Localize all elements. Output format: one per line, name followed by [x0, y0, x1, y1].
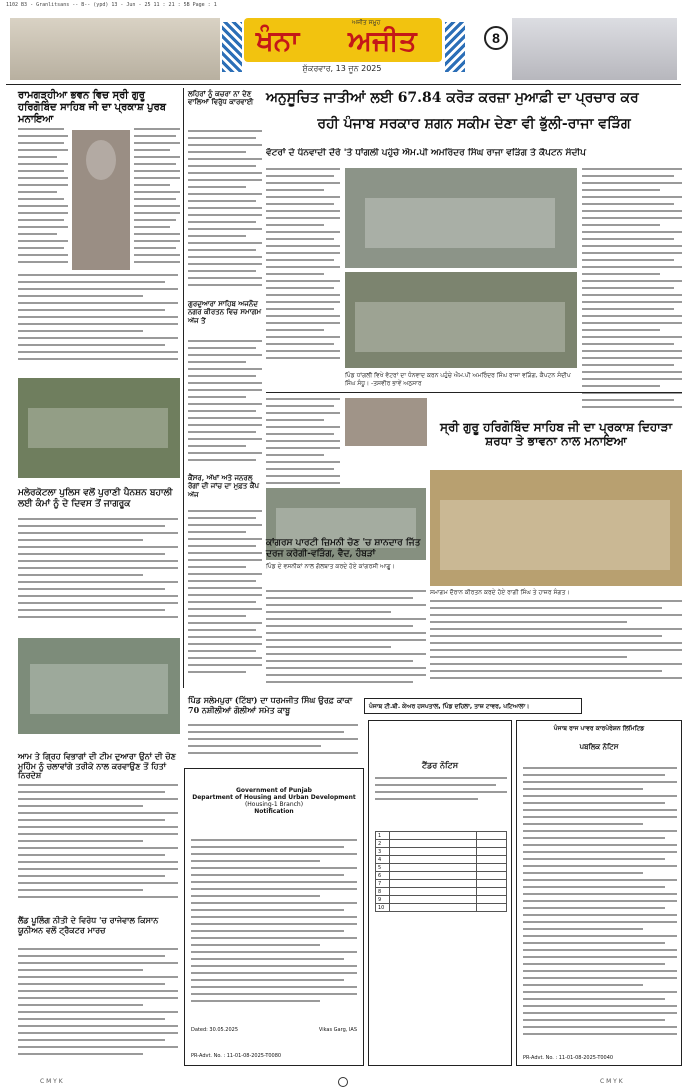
tb-care-ad: [364, 698, 582, 714]
left-story1-photo: [72, 130, 130, 270]
cmyk-left: C M Y K: [40, 1078, 63, 1085]
pspcl-notice-pr-no: PR-Advt. No. : 11-01-08-2025-T0040: [523, 1055, 614, 1061]
col2-story2-body: [188, 340, 262, 470]
cmyk-right: C M Y K: [600, 1078, 623, 1085]
tender-notice-intro: [375, 777, 507, 807]
left-story3-body: [18, 518, 178, 630]
page-footer: [0, 1076, 687, 1089]
col2-story2-headline: ਗੁਰਦੁਆਰਾ ਸਾਹਿਬ ਅਜਨੌਦ ਨਗਰ ਕੀਰਤਨ ਵਿਚ ਸਮਾਗਮ ਅੱਜ ਤੋਂ: [188, 299, 262, 325]
prakash-photo-caption: ਸਮਾਗਮ ਦੌਰਾਨ ਕੀਰਤਨ ਕਰਦੇ ਹੋਏ ਰਾਗੀ ਸਿੰਘ ਤੇ ਹਾਜ਼ਰ ਸੰਗਤ।: [430, 589, 570, 596]
tender-row-number: 1: [376, 832, 390, 840]
col2-story3-body: [188, 510, 262, 680]
tender-row-amount: [477, 904, 507, 912]
lead-headline-1: ਅਨੁਸੂਚਿਤ ਜਾਤੀਆਂ ਲਈ 67.84 ਕਰੋੜ ਕਰਜ਼ਾ ਮੁਆਫ਼ੀ ਦਾ ਪ੍ਰਚਾਰ ਕਰ: [266, 90, 639, 106]
tender-table: [375, 831, 507, 912]
tender-row-description: [390, 864, 477, 872]
page-number: 8: [484, 26, 508, 50]
tender-notice-title: ਟੈਂਡਰ ਨੋਟਿਸ: [421, 761, 459, 770]
tender-row-description: [390, 856, 477, 864]
lead-photo-caption: ਪਿੰਡ ਧਾਂਗਲੀ ਵਿਖੇ ਵੋਟਰਾਂ ਦਾ ਧੰਨਵਾਦ ਕਰਨ ਪਹੁੰਚੇ ਐਮ.ਪੀ ਅਮਰਿੰਦਰ ਸਿੰਘ ਰਾਜਾ ਵੜਿੰਗ, ਕੈਪਟਨ ਸੰਦੀਪ ਸਿੰਘ ਸੰਧੂ। -ਤਸਵੀਰ ਭਾਵੇਂ ਅਨੁਸਾਰ: [345, 372, 571, 387]
govt-notice-branch: (Housing-1 Branch): [244, 801, 304, 808]
tender-table-row: [376, 864, 507, 872]
tender-row-amount: [477, 872, 507, 880]
left-story1-body-2: [134, 128, 180, 268]
prakash-small-photo: [345, 398, 427, 446]
registration-mark-icon: [338, 1077, 348, 1087]
tender-row-description: [390, 848, 477, 856]
govt-notice-dept: Department of Housing and Urban Development: [192, 794, 356, 801]
tender-row-number: 5: [376, 864, 390, 872]
lead-subhead: ਵੱਟਰਾਂ ਦੇ ਧੰਨਵਾਦੀ ਦੌਰੇ 'ਤੇ ਧਾਂਗਲੀ ਪਹੁੰਚੇ ਐਮ.ਪੀ ਅਮਰਿੰਦਰ ਸਿੰਘ ਰਾਜਾ ਵੜਿੰਗ ਤੇ ਕੈਪਟਨ ਸੰਦੀਪ: [266, 148, 586, 158]
govt-notice-signatory: Vikas Garg, IAS: [318, 1027, 357, 1033]
tender-row-number: 9: [376, 896, 390, 904]
col2-story3-headline: ਕੈਂਸਰ, ਅੱਖਾਂ ਅਤੇ ਜਨਰਲ ਰੋਗਾਂ ਦੀ ਜਾਂਚ ਦਾ ਮੁਫ਼ਤ ਕੈਂਪ ਅੱਜ: [188, 473, 259, 499]
lead-headline-2: ਰਹੀ ਪੰਜਾਬ ਸਰਕਾਰ ਸ਼ਗਨ ਸਕੀਮ ਦੇਣਾ ਵੀ ਭੁੱਲੀ-ਰਾਜਾ ਵੜਿੰਗ: [317, 116, 631, 132]
govt-notice-body: [191, 839, 357, 1019]
govt-notice-title: Government of Punjab: [236, 787, 312, 794]
section-rule-prakash: [266, 392, 682, 393]
col2-story1-headline: ਲਹਿਰਾਂ ਨੂੰ ਕਚਰਾ ਨਾ ਦੇਣ ਵਾਲਿਆਂ ਵਿਰੁੱਧ ਕਾਰਵਾਈ: [188, 89, 254, 107]
tender-row-number: 7: [376, 880, 390, 888]
congress-photo-caption: ਪਿੰਡ ਦੇ ਵਸਨੀਕਾਂ ਨਾਲ ਗੱਲਬਾਤ ਕਰਦੇ ਹੋਏ ਕਾਂਗਰਸੀ ਆਗੂ।: [266, 563, 395, 570]
tender-row-number: 8: [376, 888, 390, 896]
tender-row-description: [390, 896, 477, 904]
congress-body: [266, 590, 426, 690]
tender-table-row: [376, 904, 507, 912]
tender-row-amount: [477, 848, 507, 856]
lead-body-col3: [582, 168, 682, 418]
left-story5-headline: ਲੈਂਡ ਪੂਲਿੰਗ ਨੀਤੀ ਦੇ ਵਿਰੋਧ 'ਚ ਰਾਜੇਵਾਲ ਕਿਸਾਨ ਯੂਨੀਅਨ ਵਲੋਂ ਟ੍ਰੈਕਟਰ ਮਾਰਚ: [18, 915, 159, 935]
print-slug: 1102 B3 - Granlitsans -- B-- (ypd) 13 - Jun - 25 11 : 21 : 5B Page : 1: [6, 2, 217, 8]
column-rule-1: [183, 88, 184, 688]
tender-table-row: [376, 856, 507, 864]
tender-row-description: [390, 840, 477, 848]
left-story4-body: [18, 784, 178, 910]
left-story3-headline: ਮਲੇਰਕੋਟਲਾ ਪੁਲਿਸ ਵਲੋਂ ਪੁਰਾਣੀ ਪੈਨਸ਼ਨ ਬਹਾਲੀ ਲਈ ਕੰਮਾਂ ਨੂੰ ਦੇ ਦਿਵਸ ਤੋਂ ਜਾਗਰੂਕ: [18, 488, 173, 509]
masthead-banner: [244, 18, 442, 62]
tender-table-row: [376, 880, 507, 888]
lead-body-col1: [266, 168, 340, 368]
govt-notice-label: Notification: [254, 808, 294, 815]
tender-row-number: 3: [376, 848, 390, 856]
left-story5-body: [18, 948, 178, 1068]
pspcl-notice-title: ਪੰਜਾਬ ਰਾਜ ਪਾਵਰ ਕਾਰਪੋਰੇਸ਼ਨ ਲਿਮਿਟਿਡ: [553, 725, 645, 732]
left-story4-photo: [18, 638, 180, 734]
masthead-rule: [6, 84, 681, 85]
masthead-date: ਸ਼ੁੱਕਰਵਾਰ, 13 ਜੂਨ 2025: [302, 64, 382, 73]
pspcl-notice-subtitle: ਪਬਲਿਕ ਨੋਟਿਸ: [579, 743, 619, 751]
tender-row-amount: [477, 896, 507, 904]
tb-care-ad-text: ਪੰਜਾਬ ਟੀ.ਬੀ. ਕੇਅਰ ਹਸਪਤਾਲ, ਪਿੰਡ ਦਹਿਲਾ, ਤਾਜ਼ ਟਾਵਰ, ਪਟਿਆਲਾ।: [369, 703, 530, 710]
lead-photo-1: [345, 168, 577, 268]
left-story2-photo: [18, 378, 180, 478]
tender-notice: [368, 720, 512, 1066]
tender-row-amount: [477, 888, 507, 896]
tender-table-row: [376, 888, 507, 896]
tender-table-row: [376, 832, 507, 840]
prakash-photo: [430, 470, 682, 586]
tender-row-amount: [477, 864, 507, 872]
masthead: [0, 12, 687, 80]
masthead-photo-left: [10, 18, 220, 80]
masthead-pattern-right: [445, 22, 465, 72]
tender-row-number: 6: [376, 872, 390, 880]
tender-table-row: [376, 840, 507, 848]
arrest-headline: ਪਿੰਡ ਸਲੇਮਪੁਰਾ (ਟਿੱਬਾ) ਦਾ ਧਰਮਜੀਤ ਸਿੰਘ ਉਰਫ਼ ਕਾਕਾ 70 ਨਸ਼ੀਲੀਆਂ ਗੋਲੀਆਂ ਸਮੇਤ ਕਾਬੂ: [188, 695, 353, 715]
lead-photo-2: [345, 272, 577, 368]
tender-row-description: [390, 880, 477, 888]
tender-row-description: [390, 872, 477, 880]
tender-row-number: 4: [376, 856, 390, 864]
tender-table-row: [376, 848, 507, 856]
prakash-body: [430, 600, 682, 690]
tender-row-amount: [477, 856, 507, 864]
masthead-photo-right: [512, 18, 677, 80]
left-story4-headline: ਆਮ ਤੇ ਗ੍ਰਿਹ ਵਿਭਾਗਾਂ ਦੀ ਟੀਮ ਦੁਆਰਾ ਉਨਾਂ ਦੀ ਚੋਣ ਮੁਹਿੰਮ ਨੂੰ ਚਲਾਵਾਂਗੇ ਤਰੀਕੇ ਨਾਲ ਕਰਵਾਉਣ ਤੋਂ ਹਿਤਾਂ ਨਿਰਦੇਸ਼: [18, 751, 176, 781]
tender-table-row: [376, 872, 507, 880]
masthead-brand: ਅਜੀਤ: [348, 24, 417, 57]
masthead-pattern-left: [222, 22, 242, 72]
masthead-brand-sub: ਅਜੀਤ ਸਮੂਹ: [352, 19, 381, 26]
congress-headline: ਕਾਂਗਰਸ ਪਾਰਟੀ ਜ਼ਿਮਨੀ ਚੋਣ 'ਚ ਸ਼ਾਨਦਾਰ ਜਿੱਤ ਦਰਜ ਕਰੇਗੀ-ਵੜਿੰਗ, ਵੈਦ, ਹੰਬੜਾਂ: [266, 538, 421, 559]
pspcl-notice: [516, 720, 682, 1066]
tender-row-description: [390, 904, 477, 912]
tender-row-amount: [477, 840, 507, 848]
tender-row-number: 2: [376, 840, 390, 848]
left-story1-headline: ਰਾਮਗੜ੍ਹੀਆ ਭਵਨ ਵਿਚ ਸ੍ਰੀ ਗੁਰੂ ਹਰਿਗੋਬਿੰਦ ਸਾਹਿਬ ਜੀ ਦਾ ਪ੍ਰਕਾਸ਼ ਪੁਰਬ ਮਨਾਇਆ: [18, 90, 167, 125]
tender-table-row: [376, 896, 507, 904]
col2-story1-body: [188, 130, 262, 296]
left-story1-body: [18, 128, 68, 268]
govt-notice-pr-no: PR-Advt. No. : 11-01-08-2025-T0080: [191, 1053, 282, 1059]
govt-notice-date: Dated: 30.05.2025: [191, 1027, 239, 1033]
masthead-city: ਖੰਨਾ: [256, 24, 300, 57]
arrest-body: [188, 724, 358, 764]
pspcl-notice-body: [523, 767, 677, 1047]
tender-row-number: 10: [376, 904, 390, 912]
left-story1-body-3: [18, 274, 178, 370]
tender-row-description: [390, 888, 477, 896]
tender-row-description: [390, 832, 477, 840]
prakash-headline: ਸ੍ਰੀ ਗੁਰੂ ਹਰਿਗੋਬਿੰਦ ਸਾਹਿਬ ਜੀ ਦਾ ਪ੍ਰਕਾਸ਼ ਦਿਹਾੜਾ ਸ਼ਰਧਾ ਤੇ ਭਾਵਨਾ ਨਾਲ ਮਨਾਇਆ: [439, 420, 673, 449]
tender-row-amount: [477, 832, 507, 840]
govt-notice: [184, 768, 364, 1066]
tender-row-amount: [477, 880, 507, 888]
